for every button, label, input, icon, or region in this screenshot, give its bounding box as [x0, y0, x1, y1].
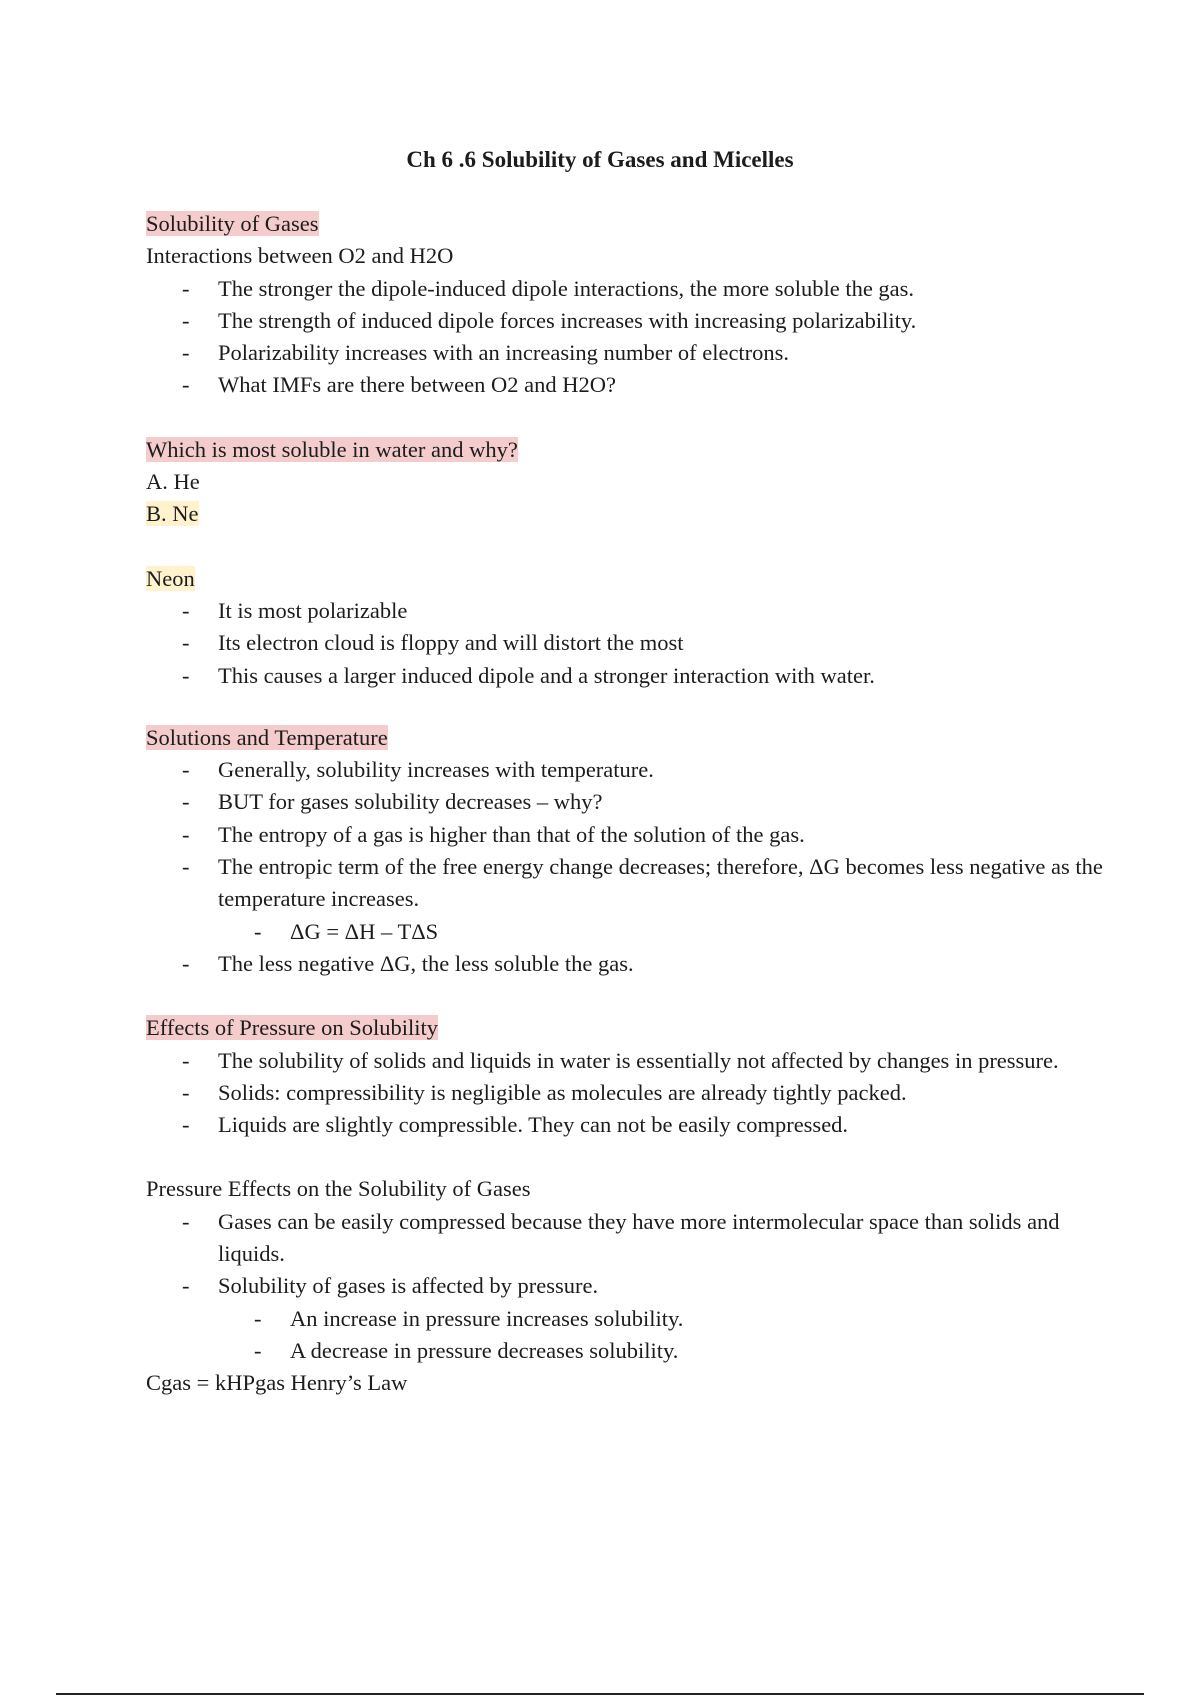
pressure-gases-bullet-list	[146, 1206, 1106, 1303]
section-heading-question	[146, 434, 1106, 466]
highlight-question: Which is most soluble in water and why?	[146, 436, 518, 462]
page-bottom-rule	[56, 1693, 1144, 1695]
temperature-bullet-list-end	[146, 948, 1106, 980]
list-item: - Gases can be easily compressed because they have more intermolecular space than solids and liquids.	[146, 1206, 1106, 1271]
list-item: - Solids: compressibility is negligible as molecules are already tightly packed.	[146, 1077, 1106, 1109]
henrys-law-formula: Cgas = kHPgas Henry’s Law	[146, 1370, 408, 1396]
highlight-gases-heading: Solubility of Gases	[146, 211, 319, 236]
section-heading-gases	[146, 208, 1106, 240]
list-item: - BUT for gases solubility decreases – why?	[146, 786, 1106, 818]
spacer	[146, 692, 1106, 722]
list-item: - Liquids are slightly compressible. They can not be easily compressed.	[146, 1109, 1106, 1141]
list-item: - The stronger the dipole-induced dipole interactions, the more soluble the gas.	[146, 273, 1106, 305]
subheading-interactions: Interactions between O2 and H2O	[146, 243, 454, 269]
section-heading-temperature	[146, 722, 1106, 754]
option-a: A. He	[146, 469, 200, 495]
list-item: - This causes a larger induced dipole and a stronger interaction with water.	[146, 660, 1106, 692]
spacer	[146, 531, 1106, 563]
option-b	[146, 498, 1106, 530]
section-heading-neon	[146, 563, 1106, 595]
list-item: - The less negative ΔG, the less soluble the gas.	[146, 948, 1106, 980]
document-body	[146, 208, 1106, 1400]
gases-bullet-list	[146, 273, 1106, 402]
list-item: - What IMFs are there between O2 and H2O?	[146, 369, 1106, 401]
page-title: Ch 6 .6 Solubility of Gases and Micelles	[406, 147, 794, 172]
list-item: - The entropy of a gas is higher than that of the solution of the gas.	[146, 819, 1106, 851]
list-item: - ΔG = ΔH – TΔS	[218, 916, 1106, 948]
section-heading-pressure-gases: Pressure Effects on the Solubility of Gases	[146, 1176, 531, 1202]
list-item: - Solubility of gases is affected by pressure.	[146, 1270, 1106, 1302]
list-item: - The entropic term of the free energy change decreases; therefore, ΔG becomes less negative as the temperature increases.	[146, 851, 1106, 916]
section-heading-pressure	[146, 1012, 1106, 1044]
pressure-bullet-list	[146, 1045, 1106, 1142]
list-item: - An increase in pressure increases solubility.	[218, 1303, 1106, 1335]
list-item: - It is most polarizable	[146, 595, 1106, 627]
list-item: - A decrease in pressure decreases solubility.	[218, 1335, 1106, 1367]
highlight-temperature: Solutions and Temperature	[146, 724, 388, 750]
spacer	[146, 1141, 1106, 1173]
highlight-pressure: Effects of Pressure on Solubility	[146, 1015, 439, 1041]
spacer	[146, 402, 1106, 434]
list-item: - Polarizability increases with an increasing number of electrons.	[146, 337, 1106, 369]
temperature-sub-list	[218, 916, 1106, 948]
highlight-neon: Neon	[146, 565, 195, 591]
list-item: - The solubility of solids and liquids in water is essentially not affected by changes in pressure.	[146, 1045, 1106, 1077]
neon-bullet-list	[146, 595, 1106, 692]
pressure-gases-sub-list	[218, 1303, 1106, 1368]
temperature-bullet-list	[146, 754, 1106, 915]
list-item: - Its electron cloud is floppy and will distort the most	[146, 627, 1106, 659]
highlight-option-b: B. Ne	[146, 501, 199, 527]
list-item: - The strength of induced dipole forces increases with increasing polarizability.	[146, 305, 1106, 337]
spacer	[146, 980, 1106, 1012]
list-item: - Generally, solubility increases with temperature.	[146, 754, 1106, 786]
